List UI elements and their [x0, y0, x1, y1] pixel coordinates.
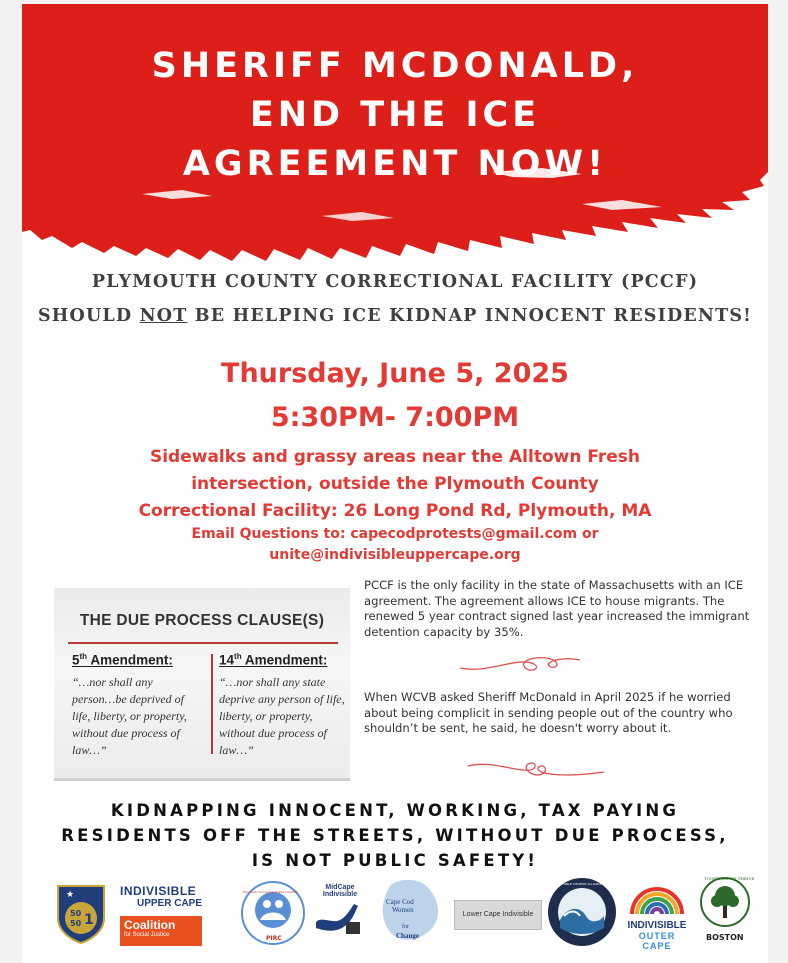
coalition-text: Coalition — [124, 918, 176, 932]
email-line[interactable]: Email Questions to: capecodprotests@gmail.com or — [191, 526, 599, 542]
location-line: Sidewalks and grassy areas near the Alltown Fresh — [149, 447, 641, 467]
upper-cape-text: UPPER CAPE — [136, 898, 202, 909]
event-time: 5:30PM- 7:00PM — [270, 402, 520, 433]
due-process-image — [54, 588, 350, 781]
indivisible-upper-cape-logo — [120, 884, 202, 909]
statement-line: IS NOT PUBLIC SAFETY! — [251, 851, 539, 870]
pccf-paragraph: PCCF is the only facility in the state of Massachusetts with an ICE agreement. The agreement allows ICE to house migrants. The renewed 5 year contract signed last year increased the immigrant detention capacity by 35%. — [364, 578, 750, 639]
fifty-fifty-one-logo — [56, 884, 106, 944]
boston-text: BOSTON — [706, 933, 744, 942]
headline-line: END THE ICE — [249, 95, 541, 135]
fifty-bottom: 50 — [70, 919, 82, 928]
location-line: intersection, outside the Plymouth County — [191, 474, 599, 494]
squiggle-divider — [466, 756, 606, 782]
fourteenth-amendment-column — [219, 652, 359, 759]
midcape-indivisible-logo — [312, 884, 368, 942]
ccw-line4: Change — [396, 932, 419, 940]
fifth-amendment-heading — [72, 652, 212, 668]
ccw-line3: for — [402, 924, 409, 930]
column-divider — [211, 654, 213, 754]
fifth-amendment-column — [72, 652, 212, 759]
cape-map-icon — [312, 898, 368, 938]
due-process-title: THE DUE PROCESS CLAUSE(S) — [79, 612, 325, 629]
indivisible-text: INDIVISIBLE — [120, 884, 197, 898]
indivisible-boston-logo — [696, 874, 754, 944]
fifty-top: 50 — [70, 909, 82, 918]
fifth-word: Amendment: — [87, 652, 173, 668]
fifty-one: 1 — [84, 912, 94, 928]
public-safety-statement — [22, 798, 768, 873]
facility-heading: PLYMOUTH COUNTY CORRECTIONAL FACILITY (PCCF) — [91, 272, 699, 292]
event-date: Thursday, June 5, 2025 — [221, 358, 569, 389]
coalition-social-justice-logo — [120, 916, 202, 946]
outer-cape-line2: OUTER CAPE — [638, 931, 676, 951]
flyer-page — [22, 4, 768, 963]
pirc-abbr: PIRC — [266, 935, 282, 942]
svg-text:★: ★ — [66, 890, 75, 900]
wcvb-paragraph: When WCVB asked Sheriff McDonald in April 2025 if he worried about being complicit in sending people out of the country who shouldn’t be sent, he said, he doesn't worry about it. — [364, 690, 733, 735]
not-emphasis: NOT — [139, 306, 188, 326]
email-contact — [22, 524, 768, 566]
headline — [22, 42, 768, 189]
page-margin — [768, 0, 788, 963]
headline-line: AGREEMENT NOW! — [182, 144, 608, 184]
barnstable-ring-text: BARNSTABLE CITIZENS ALLIANCE · CAPE COD, MASSACHUSETTS — [552, 882, 649, 886]
ccw-line1: Cape Cod — [386, 898, 414, 906]
kidnap-heading — [22, 306, 768, 326]
lower-cape-indivisible-logo — [454, 900, 542, 930]
rainbow-icon — [624, 884, 690, 916]
event-location — [22, 444, 768, 525]
fourteenth-amendment-text: “…nor shall any state deprive any person of life, liberty, or property, without due process of law…” — [219, 674, 345, 757]
midcape-line2: Indivisible — [322, 891, 358, 898]
title-underline — [68, 642, 338, 644]
fifth-num: 5 — [72, 652, 80, 668]
fourteenth-amendment-heading — [219, 652, 359, 668]
indivisible-outer-cape-logo — [624, 884, 690, 951]
fourteenth-word: Amendment: — [241, 652, 328, 668]
midcape-line1: MidCape — [325, 884, 355, 891]
outer-cape-line1: INDIVISIBLE — [627, 920, 687, 931]
headline-line: SHERIFF MCDONALD, — [151, 46, 639, 86]
ccw-line2: Women — [392, 906, 414, 914]
fourteenth-sup: th — [234, 652, 242, 661]
cape-cod-women-for-change-logo — [376, 878, 442, 948]
boston-ring-text: TOGETHER WE THRIVE — [704, 876, 755, 881]
fifth-sup: th — [79, 652, 88, 661]
location-line: Correctional Facility: 26 Long Pond Rd, Plymouth, MA — [138, 501, 652, 521]
lower-cape-text: Lower Cape Indivisible — [462, 911, 534, 918]
email-line[interactable]: unite@indivisibleuppercape.org — [269, 547, 521, 563]
fifth-amendment-text: “…nor shall any person…be deprived of life, liberty, or property, without due process of law…” — [72, 674, 187, 757]
pirc-logo — [240, 880, 306, 946]
pirc-ring-text: Plymouth Immigrant Rights Coalition — [243, 890, 299, 894]
kidnap-heading-part: BE HELPING ICE KIDNAP INNOCENT RESIDENTS! — [187, 306, 753, 326]
kidnap-heading-part: SHOULD — [37, 306, 140, 326]
coalition-sub-text: for Social Justice — [124, 932, 170, 938]
fourteenth-num: 14 — [219, 652, 235, 668]
squiggle-divider — [458, 652, 582, 678]
statement-line: RESIDENTS OFF THE STREETS, WITHOUT DUE PROCESS, — [61, 826, 729, 845]
barnstable-citizens-alliance-logo — [546, 876, 649, 948]
statement-line: KIDNAPPING INNOCENT, WORKING, TAX PAYING — [110, 801, 680, 820]
